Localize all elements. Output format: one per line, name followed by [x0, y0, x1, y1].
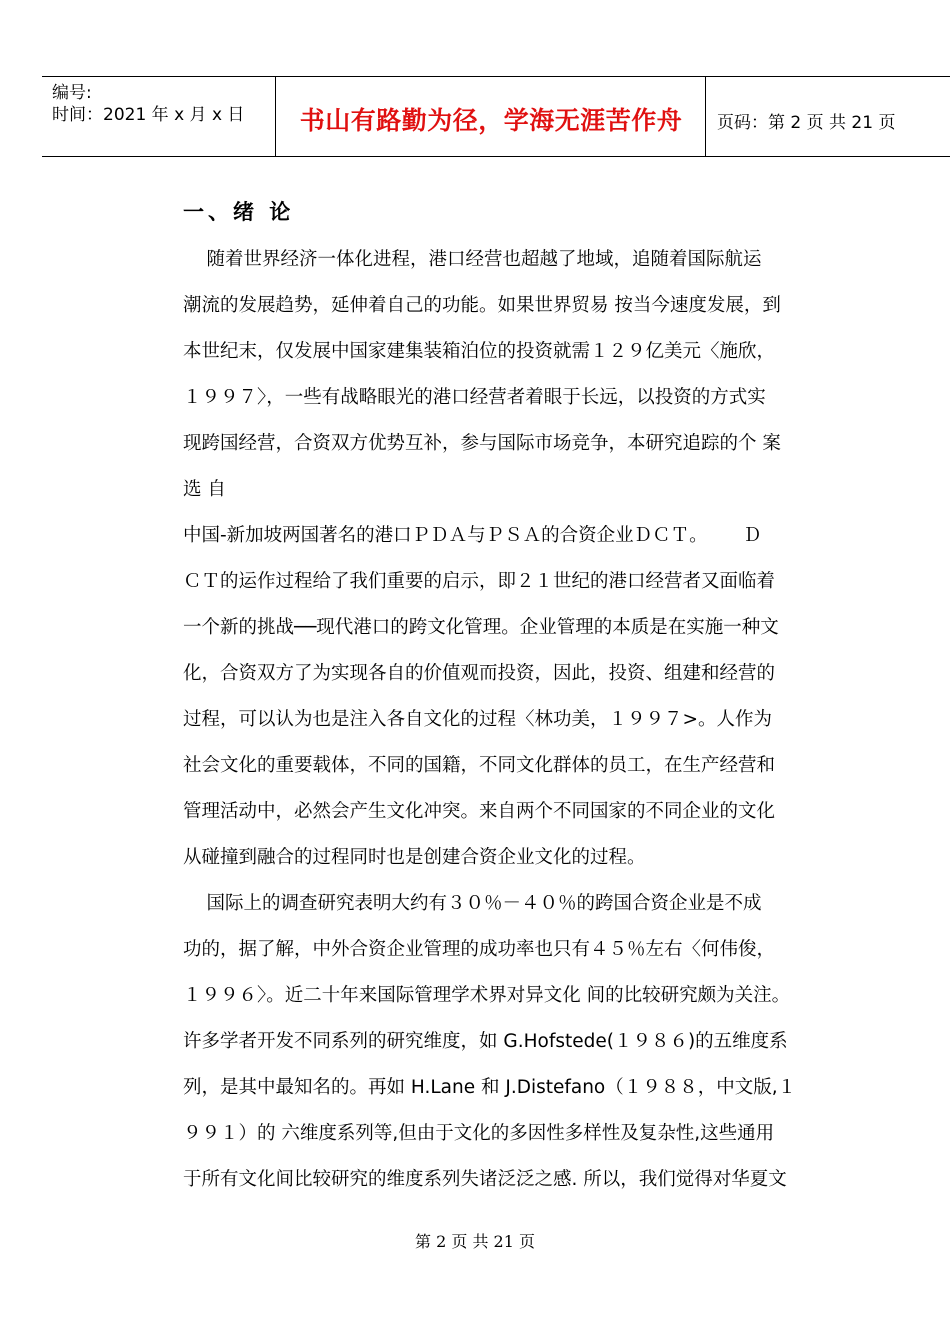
header-top-rule: [42, 76, 950, 77]
paragraph-line: ＣＴ的运作过程给了我们重要的启示，即２１世纪的港口经营者又面临着: [183, 571, 776, 592]
header-bottom-rule: [42, 156, 950, 157]
paragraph-line: 选 自: [183, 479, 226, 500]
paragraph-line: 潮流的发展趋势，延伸着自己的功能。如果世界贸易 按当今速度发展，到: [183, 295, 781, 316]
paragraph-line: 中国-新加坡两国著名的港口ＰＤＡ与ＰＳＡ的合资企业ＤＣＴ。 Ｄ: [183, 525, 762, 546]
paragraph-line: 国际上的调查研究表明大约有３０％－４０％的跨国合资企业是不成: [183, 893, 762, 914]
paragraph-line: 于所有文化间比较研究的维度系列失诸泛泛之感. 所以，我们觉得对华夏文: [183, 1169, 787, 1190]
paragraph-line: 本世纪末，仅发展中国家建集装箱泊位的投资就需１２９亿美元〈施欣，: [183, 341, 776, 362]
paragraph-line: 列，是其中最知名的。再如 H.Lane 和 J.Distefano（１９８８，中文版,１: [183, 1077, 797, 1098]
paragraph-line: 功的，据了解，中外合资企业管理的成功率也只有４５％左右〈何伟俊，: [183, 939, 776, 960]
paragraph-line: 随着世界经济一体化进程，港口经营也超越了地域，追随着国际航运: [183, 249, 762, 270]
paragraph-line: ９９１）的 六维度系列等,但由于文化的多因性多样性及复杂性,这些通用: [183, 1123, 775, 1144]
paragraph-line: 管理活动中，必然会产生文化冲突。来自两个不同国家的不同企业的文化: [183, 801, 776, 822]
paragraph-line: 社会文化的重要载体，不同的国籍，不同文化群体的员工，在生产经营和: [183, 755, 776, 776]
header-meta: [52, 82, 244, 126]
document-number-label: 编号:: [52, 83, 92, 103]
page-footer: 第 2 页 共 21 页: [415, 1232, 535, 1251]
section-title: 一、绪 论: [183, 200, 295, 224]
paragraph-line: 许多学者开发不同系列的研究维度，如 G.Hofstede(１９８６)的五维度系: [183, 1031, 788, 1052]
header-page-label: 页码：第 2 页 共 21 页: [717, 113, 896, 133]
paragraph-line: 一个新的挑战──现代港口的跨文化管理。企业管理的本质是在实施一种文: [183, 617, 779, 638]
paragraph-line: １９９６〉。近二十年来国际管理学术界对异文化 间的比较研究颇为关注。: [183, 985, 791, 1006]
header-motto: 书山有路勤为径，学海无涯苦作舟: [299, 106, 683, 135]
paragraph-line: 现跨国经营，合资双方优势互补，参与国际市场竞争，本研究追踪的个 案: [183, 433, 781, 454]
paragraph-line: 从碰撞到融合的过程同时也是创建合资企业文化的过程。: [183, 847, 646, 868]
document-time-label: 时间：2021 年 x 月 x 日: [52, 105, 245, 125]
paragraph-line: 过程，可以认为也是注入各自文化的过程〈林功美，１９９７>。人作为: [183, 709, 773, 730]
paragraph-line: 化，合资双方了为实现各自的价值观而投资，因此，投资、组建和经营的: [183, 663, 776, 684]
paragraph-line: １９９７〉，一些有战略眼光的港口经营者着眼于长远，以投资的方式实: [183, 387, 766, 408]
